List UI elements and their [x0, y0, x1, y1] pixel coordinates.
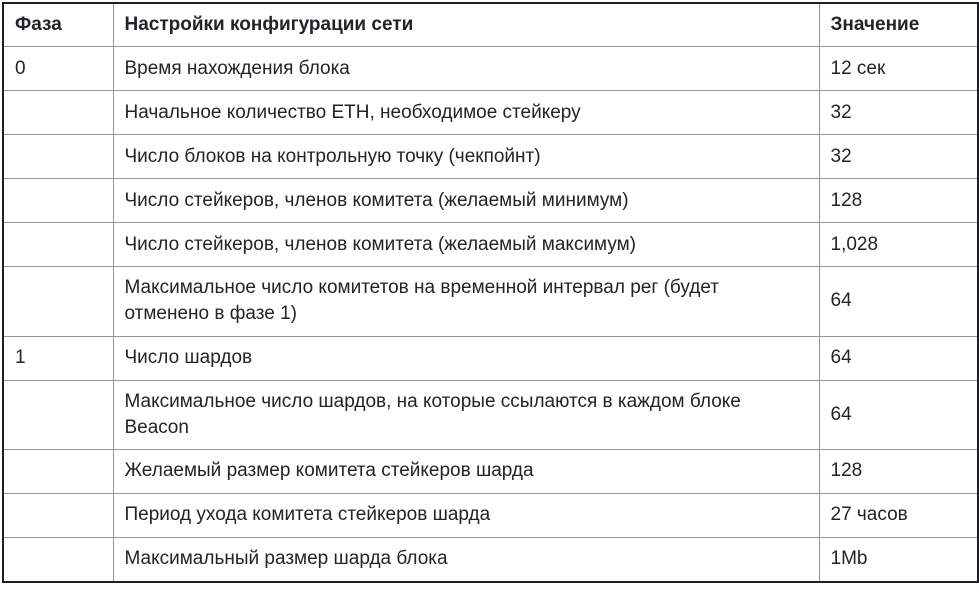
value-cell: 12 сек [819, 47, 978, 91]
phase-cell: 1 [3, 336, 113, 380]
table-row [3, 336, 978, 380]
table-row [3, 380, 978, 449]
table-row [3, 223, 978, 267]
value-cell: 128 [819, 450, 978, 494]
setting-cell: Начальное количество ETH, необходимое стейкеру [113, 91, 819, 135]
table-row [3, 267, 978, 336]
setting-cell: Период ухода комитета стейкеров шарда [113, 494, 819, 538]
network-config-table [2, 2, 979, 583]
phase-cell [3, 179, 113, 223]
phase-cell [3, 450, 113, 494]
phase-cell [3, 538, 113, 583]
setting-cell: Число стейкеров, членов комитета (желаемый максимум) [113, 223, 819, 267]
value-cell: 64 [819, 380, 978, 449]
value-cell: 32 [819, 135, 978, 179]
table-row [3, 179, 978, 223]
phase-cell [3, 223, 113, 267]
table-body [3, 47, 978, 582]
setting-cell: Число шардов [113, 336, 819, 380]
setting-cell: Время нахождения блока [113, 47, 819, 91]
setting-cell: Максимальное число шардов, на которые ссылаются в каждом блоке Beacon [113, 380, 819, 449]
column-header-value: Значение [819, 3, 978, 47]
phase-cell [3, 135, 113, 179]
setting-cell: Максимальный размер шарда блока [113, 538, 819, 583]
phase-cell [3, 494, 113, 538]
value-cell: 64 [819, 336, 978, 380]
column-header-setting: Настройки конфигурации сети [113, 3, 819, 47]
value-cell: 27 часов [819, 494, 978, 538]
table-row [3, 494, 978, 538]
phase-cell: 0 [3, 47, 113, 91]
column-header-phase: Фаза [3, 3, 113, 47]
table-row [3, 91, 978, 135]
value-cell: 1Mb [819, 538, 978, 583]
phase-cell [3, 91, 113, 135]
table-header [3, 3, 978, 47]
value-cell: 32 [819, 91, 978, 135]
table-row [3, 47, 978, 91]
value-cell: 64 [819, 267, 978, 336]
header-row [3, 3, 978, 47]
table-row [3, 450, 978, 494]
setting-cell: Максимальное число комитетов на временной интервал рег (будет отменено в фазе 1) [113, 267, 819, 336]
table-row [3, 538, 978, 583]
table-row [3, 135, 978, 179]
setting-cell: Число блоков на контрольную точку (чекпойнт) [113, 135, 819, 179]
phase-cell [3, 380, 113, 449]
setting-cell: Желаемый размер комитета стейкеров шарда [113, 450, 819, 494]
value-cell: 1,028 [819, 223, 978, 267]
setting-cell: Число стейкеров, членов комитета (желаемый минимум) [113, 179, 819, 223]
phase-cell [3, 267, 113, 336]
value-cell: 128 [819, 179, 978, 223]
